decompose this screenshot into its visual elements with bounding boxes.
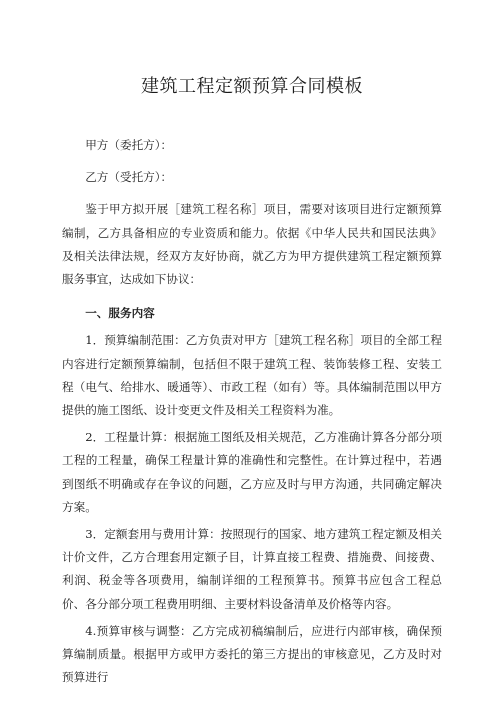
clause-3-quota-and-fees: 3．定额套用与费用计算：按照现行的国家、地方建筑工程定额及相关计价文件，乙方合理套用定额子目，计算直接工程费、措施费、间接费、利润、税金等各项费用，编制详细的工程预算书。预算书应包含工程总价、各分部分项工程费用明细、主要材料设备清单及价格等内容。 — [62, 527, 442, 611]
section-heading-service-content: 一、服务内容 — [85, 306, 155, 321]
party-a-line: 甲方（委托方）： — [85, 138, 173, 152]
party-b-line: 乙方（受托方）： — [85, 170, 173, 185]
intro-paragraph: 鉴于甲方拟开展［建筑工程名称］项目，需要对该项目进行定额预算编制，乙方具备相应的专业资质和能力。依据《中华人民共和国民法典》及相关法律法规，经双方友好协商，就乙方为甲方提供建筑工程定额预算服务事宜，达成如下协议： — [62, 202, 442, 287]
document-title: 建筑工程定额预算合同模板 — [141, 76, 363, 97]
clause-4-review-and-adjustment: 4.预算审核与调整：乙方完成初稿编制后，应进行内部审核，确保预算编制质量。根据甲方或甲方委托的第三方提出的审核意见，乙方及时对预算进行 — [62, 623, 442, 685]
clause-2-quantity-calculation: 2．工程量计算：根据施工图纸及相关规范，乙方准确计算各分部分项工程的工程量，确保工程量计算的准确性和完整性。在计算过程中，若遇到图纸不明确或存在争议的问题，乙方应及时与甲方沟通，共同确定解决方案。 — [62, 430, 442, 514]
clause-1-budget-scope: 1．预算编制范围：乙方负责对甲方［建筑工程名称］项目的全部工程内容进行定额预算编制，包括但不限于建筑工程、装饰装修工程、安装工程（电气、给排水、暖通等）、市政工程（如有）等。具体编制范围以甲方提供的施工图纸、设计变更文件及相关工程资料为准。 — [62, 333, 442, 418]
